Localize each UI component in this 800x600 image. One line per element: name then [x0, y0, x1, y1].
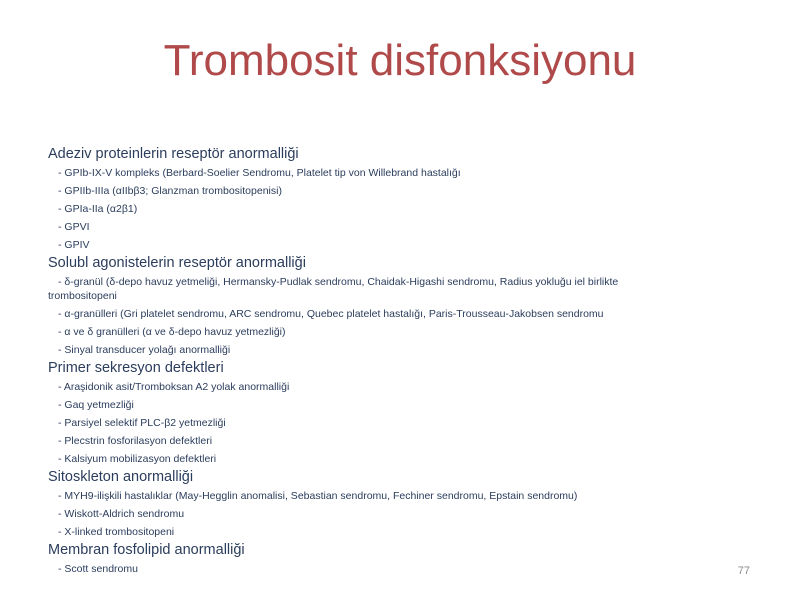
- list-item: - GPVI: [58, 221, 90, 233]
- list-item-line-continued: trombositopeni: [48, 290, 117, 302]
- list-item: - GPIa-IIa (α2β1): [58, 203, 138, 215]
- list-item: - MYH9-ilişkili hastalıklar (May-Hegglin anomalisi, Sebastian sendromu, Fechiner sendromu, Epstain sendromu): [58, 490, 578, 502]
- list-item: - X-linked trombositopeni: [58, 526, 175, 538]
- list-item: - Plecstrin fosforilasyon defektleri: [58, 435, 213, 447]
- section-heading-adhesive: Adeziv proteinlerin reseptör anormalliği: [48, 146, 299, 162]
- section-heading-membrane-phospholipid: Membran fosfolipid anormalliği: [48, 542, 245, 558]
- list-item: [48, 273, 748, 305]
- section-heading-soluble-agonist: Solubl agonistelerin reseptör anormalliği: [48, 255, 306, 271]
- slide-title: Trombosit disfonksiyonu: [163, 36, 637, 85]
- section-heading-primary-secretion: Primer sekresyon defektleri: [48, 360, 224, 376]
- list-item: - Araşidonik asit/Tromboksan A2 yolak anormalliği: [58, 381, 290, 393]
- list-item: - Scott sendromu: [58, 563, 138, 575]
- list-item: - Parsiyel selektif PLC-β2 yetmezliği: [58, 417, 226, 429]
- list-item-line: - δ-granül (δ-depo havuz yetmeliği, Hermansky-Pudlak sendromu, Chaidak-Higashi sendromu, Radius yokluğu iel birlikte: [58, 276, 619, 288]
- list-item: - Sinyal transducer yolağı anormalliği: [58, 344, 231, 356]
- list-item: - Gaq yetmezliği: [58, 399, 134, 411]
- list-item: - α ve δ granülleri (α ve δ-depo havuz yetmezliği): [58, 326, 286, 338]
- section-heading-cytoskeleton: Sitoskleton anormalliği: [48, 469, 194, 485]
- list-item: - GPIb-IX-V kompleks (Berbard-Soelier Sendromu, Platelet tip von Willebrand hastalığı: [58, 167, 461, 179]
- list-item: - α-granülleri (Gri platelet sendromu, ARC sendromu, Quebec platelet hastalığı, Paris-Trousseau-Jakobsen sendromu: [58, 308, 604, 320]
- slide-content: [48, 145, 748, 578]
- list-item: - Kalsiyum mobilizasyon defektleri: [58, 453, 217, 465]
- list-item: - Wiskott-Aldrich sendromu: [58, 508, 185, 520]
- page-number: 77: [737, 565, 750, 577]
- list-item: - GPIIb-IIIa (αIIbβ3; Glanzman trombositopenisi): [58, 185, 282, 197]
- list-item: - GPIV: [58, 239, 90, 251]
